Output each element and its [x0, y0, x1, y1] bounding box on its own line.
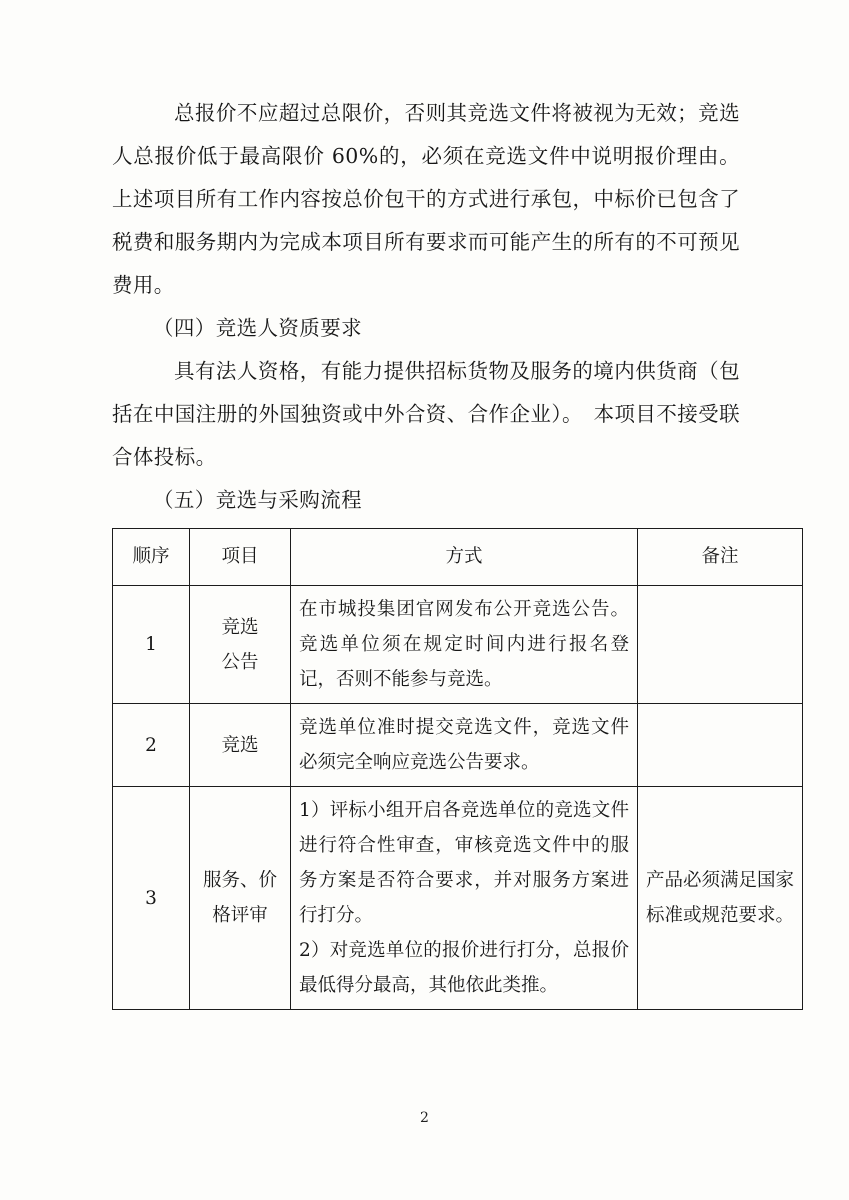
cell-way-3-p1: 1）评标小组开启各竞选单位的竞选文件进行符合性审查，审核竞选文件中的服务方案是否符合要求，并对服务方案进行打分。	[299, 800, 629, 926]
cell-note-3: 产品必须满足国家标准或规范要求。	[638, 787, 803, 1010]
cell-item-3	[190, 787, 291, 1010]
cell-item-1-line-1: 竞选	[221, 616, 259, 638]
table-header-way: 方式	[291, 529, 638, 586]
page-number: 2	[420, 1110, 429, 1126]
cell-item-1	[190, 586, 291, 704]
cell-seq-2: 2	[113, 704, 190, 787]
cell-way-2	[291, 704, 638, 787]
paragraph-total-price: 总报价不应超过总限价，否则其竞选文件将被视为无效；竞选人总报价低于最高限价 60%的，必须在竞选文件中说明报价理由。上述项目所有工作内容按总价包干的方式进行承包，中标价已包含了税费和服务期内为完成本项目所有要求而可能产生的所有的不可预见费用。	[112, 101, 740, 297]
table-row	[113, 586, 803, 704]
table-header-seq: 顺序	[113, 529, 190, 586]
document-body	[112, 92, 795, 1010]
table-header-item: 项目	[190, 529, 291, 586]
cell-seq-3: 3	[113, 787, 190, 1010]
cell-way-1	[291, 586, 638, 704]
cell-way-3	[291, 787, 638, 1010]
cell-note-1	[638, 586, 803, 704]
table-row	[113, 704, 803, 787]
cell-seq-1: 1	[113, 586, 190, 704]
cell-way-2-p1: 竞选单位准时提交竞选文件，竞选文件必须完全响应竞选公告要求。	[299, 717, 629, 773]
cell-item-3-line-1: 服务、价	[202, 870, 277, 891]
cell-way-1-p1: 在市城投集团官网发布公开竞选公告。竞选单位须在规定时间内进行报名登记，否则不能参与竞选。	[299, 599, 629, 690]
section-heading-qualification: （四）竞选人资质要求	[153, 316, 362, 340]
process-table	[112, 528, 803, 1010]
paragraph-qualification-body: 具有法人资格，有能力提供招标货物及服务的境内供货商（包括在中国注册的外国独资或中外合资、合作企业）。 本项目不接受联合体投标。	[112, 359, 740, 469]
cell-way-3-p2: 2）对竞选单位的报价进行打分，总报价最低得分最高，其他依此类推。	[299, 940, 629, 996]
table-row	[113, 787, 803, 1010]
table-header-note: 备注	[638, 529, 803, 586]
cell-item-3-line-2: 格评审	[212, 905, 268, 926]
cell-note-2	[638, 704, 803, 787]
cell-item-2: 竞选	[190, 704, 291, 787]
section-heading-process: （五）竞选与采购流程	[153, 488, 362, 512]
cell-item-1-line-2: 公告	[221, 651, 259, 673]
table-header-row	[113, 529, 803, 586]
